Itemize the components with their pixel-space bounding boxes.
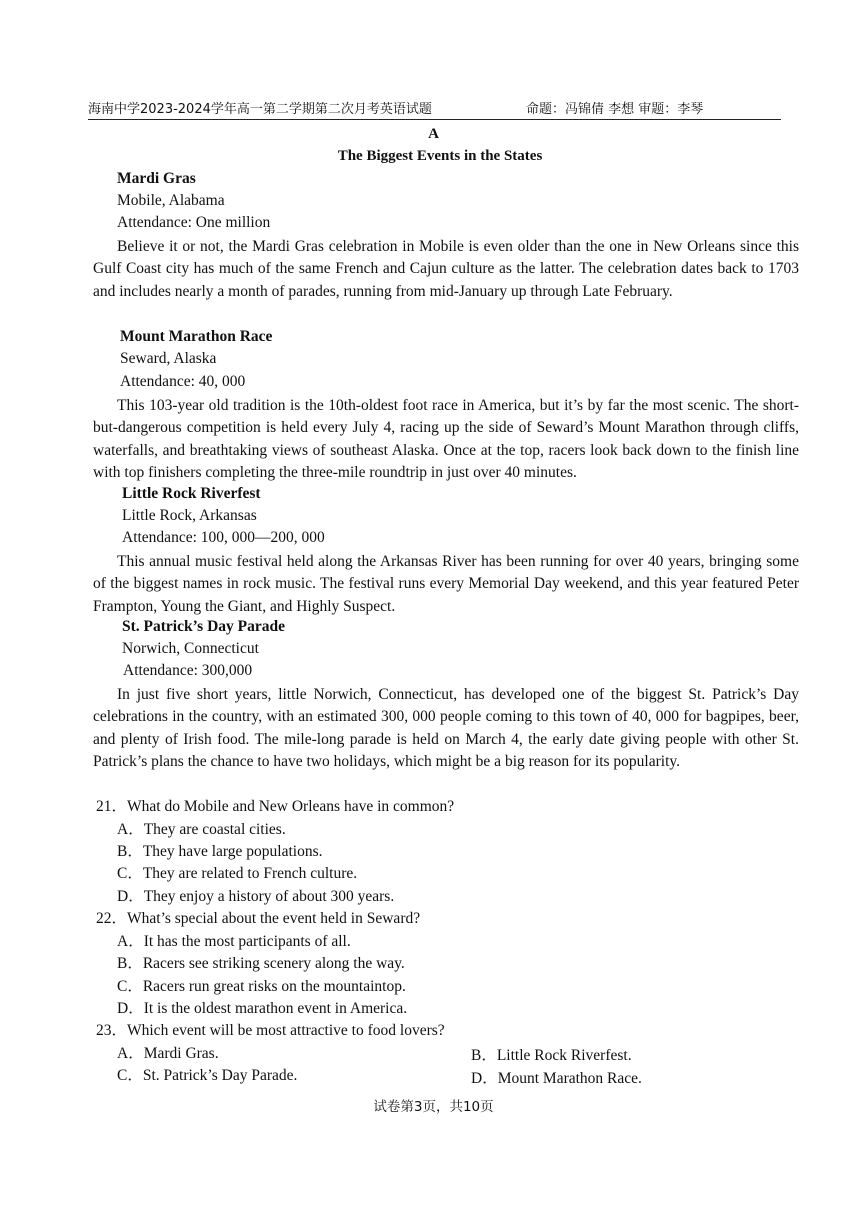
- exam-title: 海南中学2023-2024学年高一第二学期第二次月考英语试题: [88, 102, 432, 117]
- page-footer: 试卷第3页，共10页: [373, 1099, 494, 1115]
- event-attendance: Attendance: 100, 000—200, 000: [122, 529, 325, 546]
- event-location: Seward, Alaska: [120, 350, 217, 367]
- event-attendance: Attendance: One million: [117, 214, 271, 231]
- answer-option[interactable]: A．It has the most participants of all.: [117, 933, 351, 950]
- passage-title: The Biggest Events in the States: [337, 148, 543, 164]
- answer-option[interactable]: D．It is the oldest marathon event in America.: [117, 1000, 408, 1017]
- event-attendance: Attendance: 300,000: [123, 662, 253, 679]
- answer-option[interactable]: B．They have large populations.: [117, 843, 323, 860]
- question-stem: 23．Which event will be most attractive to food lovers?: [96, 1022, 445, 1039]
- page-header: [88, 101, 781, 120]
- answer-option[interactable]: B．Racers see striking scenery along the way.: [117, 955, 405, 972]
- event-name: Mount Marathon Race: [120, 328, 273, 345]
- answer-option[interactable]: D．Mount Marathon Race.: [471, 1070, 642, 1087]
- event-description: This 103-year old tradition is the 10th-oldest foot race in America, but it’s by far the most scenic. The short-but-dangerous competition is held every July 4, racing up the side of Seward’s Mount Marathon through cliffs, waterfalls, and breathtaking views of southeast Alaska. Once at the top, racers look back down to the finish line with top finishers completing the three-mile roundtrip in just over 40 minutes.: [93, 397, 799, 481]
- event-location: Norwich, Connecticut: [122, 640, 259, 657]
- answer-option[interactable]: D．They enjoy a history of about 300 years.: [117, 888, 395, 905]
- event-location: Mobile, Alabama: [117, 192, 225, 209]
- question-stem: 22．What’s special about the event held in Seward?: [96, 910, 421, 927]
- answer-option[interactable]: C．They are related to French culture.: [117, 865, 358, 882]
- answer-option[interactable]: C．Racers run great risks on the mountaintop.: [117, 978, 406, 995]
- section-letter: A: [428, 126, 439, 142]
- question-stem: 21．What do Mobile and New Orleans have in common?: [96, 798, 455, 815]
- event-location: Little Rock, Arkansas: [122, 507, 257, 524]
- event-description: In just five short years, little Norwich, Connecticut, has developed one of the biggest St. Patrick’s Day celebrations in the country, with an estimated 300, 000 people coming to this town of 40, 000 for bagpipes, beer, and plenty of Irish food. The mile-long parade is held on March 4, the early date giving people with other St. Patrick’s plans the chance to have two holidays, which might be a big reason for its popularity.: [93, 686, 799, 770]
- event-attendance: Attendance: 40, 000: [120, 373, 246, 390]
- event-description: This annual music festival held along the Arkansas River has been running for over 40 years, bringing some of the biggest names in rock music. The festival runs every Memorial Day weekend, and this year featured Peter Frampton, Young the Giant, and Highly Suspect.: [93, 553, 799, 615]
- event-description: Believe it or not, the Mardi Gras celebration in Mobile is even older than the one in New Orleans since this Gulf Coast city has much of the same French and Cajun culture as the latter. The celebration dates back to 1703 and includes nearly a month of parades, running from mid-January up through Late February.: [93, 238, 799, 300]
- exam-authors: 命题：冯锦倩 李想 审题：李琴: [526, 102, 704, 117]
- answer-option[interactable]: C．St. Patrick’s Day Parade.: [117, 1067, 298, 1084]
- event-name: Mardi Gras: [117, 170, 196, 187]
- event-name: Little Rock Riverfest: [122, 485, 261, 502]
- answer-option[interactable]: A．Mardi Gras.: [117, 1045, 219, 1062]
- event-name: St. Patrick’s Day Parade: [122, 618, 286, 635]
- answer-option[interactable]: A．They are coastal cities.: [117, 821, 286, 838]
- answer-option[interactable]: B．Little Rock Riverfest.: [471, 1047, 632, 1064]
